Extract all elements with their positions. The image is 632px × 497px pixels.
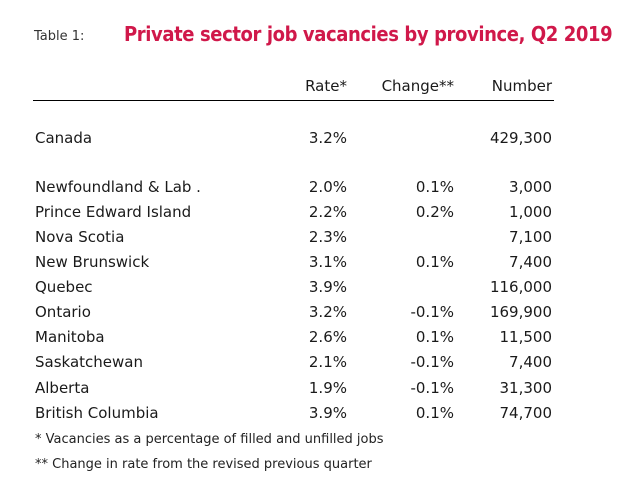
table-row [0, 203, 632, 227]
table-row-total [0, 129, 632, 153]
row-number: 7,100 [509, 228, 552, 246]
row-change: -0.1% [410, 303, 454, 321]
table-row [0, 353, 632, 377]
header-rule [33, 100, 554, 101]
table-row [0, 379, 632, 403]
row-rate: 3.2% [308, 129, 347, 147]
header-number: Number [491, 77, 552, 95]
footnote-change: ** Change in rate from the revised previous quarter [35, 457, 372, 472]
header-change: Change** [381, 77, 454, 95]
row-change: -0.1% [410, 379, 454, 397]
row-number: 74,700 [499, 404, 552, 422]
row-name: Manitoba [35, 328, 105, 346]
row-change: 0.2% [415, 203, 454, 221]
row-name: Prince Edward Island [35, 203, 192, 221]
row-name: Quebec [35, 278, 93, 296]
table-row [0, 328, 632, 352]
table-title: Private sector job vacancies by province, Q2 2019 [124, 22, 613, 46]
row-number: 169,900 [489, 303, 552, 321]
row-number: 7,400 [509, 253, 552, 271]
row-number: 429,300 [489, 129, 552, 147]
row-name: British Columbia [35, 404, 159, 422]
row-change: 0.1% [415, 404, 454, 422]
row-rate: 2.1% [308, 353, 347, 371]
table-row [0, 404, 632, 428]
table-row [0, 303, 632, 327]
row-change: 0.1% [415, 328, 454, 346]
row-number: 1,000 [509, 203, 552, 221]
row-name: Saskatchewan [35, 353, 143, 371]
row-name: Alberta [35, 379, 90, 397]
row-name: Nova Scotia [35, 228, 125, 246]
row-number: 7,400 [509, 353, 552, 371]
table-caption-label: Table 1: [34, 29, 85, 44]
row-rate: 2.6% [308, 328, 347, 346]
row-rate: 2.0% [308, 178, 347, 196]
table-row [0, 253, 632, 277]
row-number: 31,300 [499, 379, 552, 397]
footnote-rate: * Vacancies as a percentage of filled and unfilled jobs [35, 432, 384, 447]
row-name: Newfoundland & Lab . [35, 178, 201, 196]
table-row [0, 278, 632, 302]
row-rate: 3.2% [308, 303, 347, 321]
row-name: Canada [35, 129, 93, 147]
row-name: Ontario [35, 303, 91, 321]
row-rate: 2.3% [308, 228, 347, 246]
row-change: 0.1% [415, 253, 454, 271]
table-row [0, 178, 632, 202]
row-rate: 2.2% [308, 203, 347, 221]
row-number: 11,500 [499, 328, 552, 346]
row-number: 3,000 [509, 178, 552, 196]
row-rate: 3.9% [308, 404, 347, 422]
row-rate: 1.9% [308, 379, 347, 397]
row-change: -0.1% [410, 353, 454, 371]
row-rate: 3.1% [308, 253, 347, 271]
header-rate: Rate* [305, 77, 347, 95]
table-row [0, 228, 632, 252]
row-change: 0.1% [415, 178, 454, 196]
row-name: New Brunswick [35, 253, 150, 271]
row-number: 116,000 [489, 278, 552, 296]
row-rate: 3.9% [308, 278, 347, 296]
